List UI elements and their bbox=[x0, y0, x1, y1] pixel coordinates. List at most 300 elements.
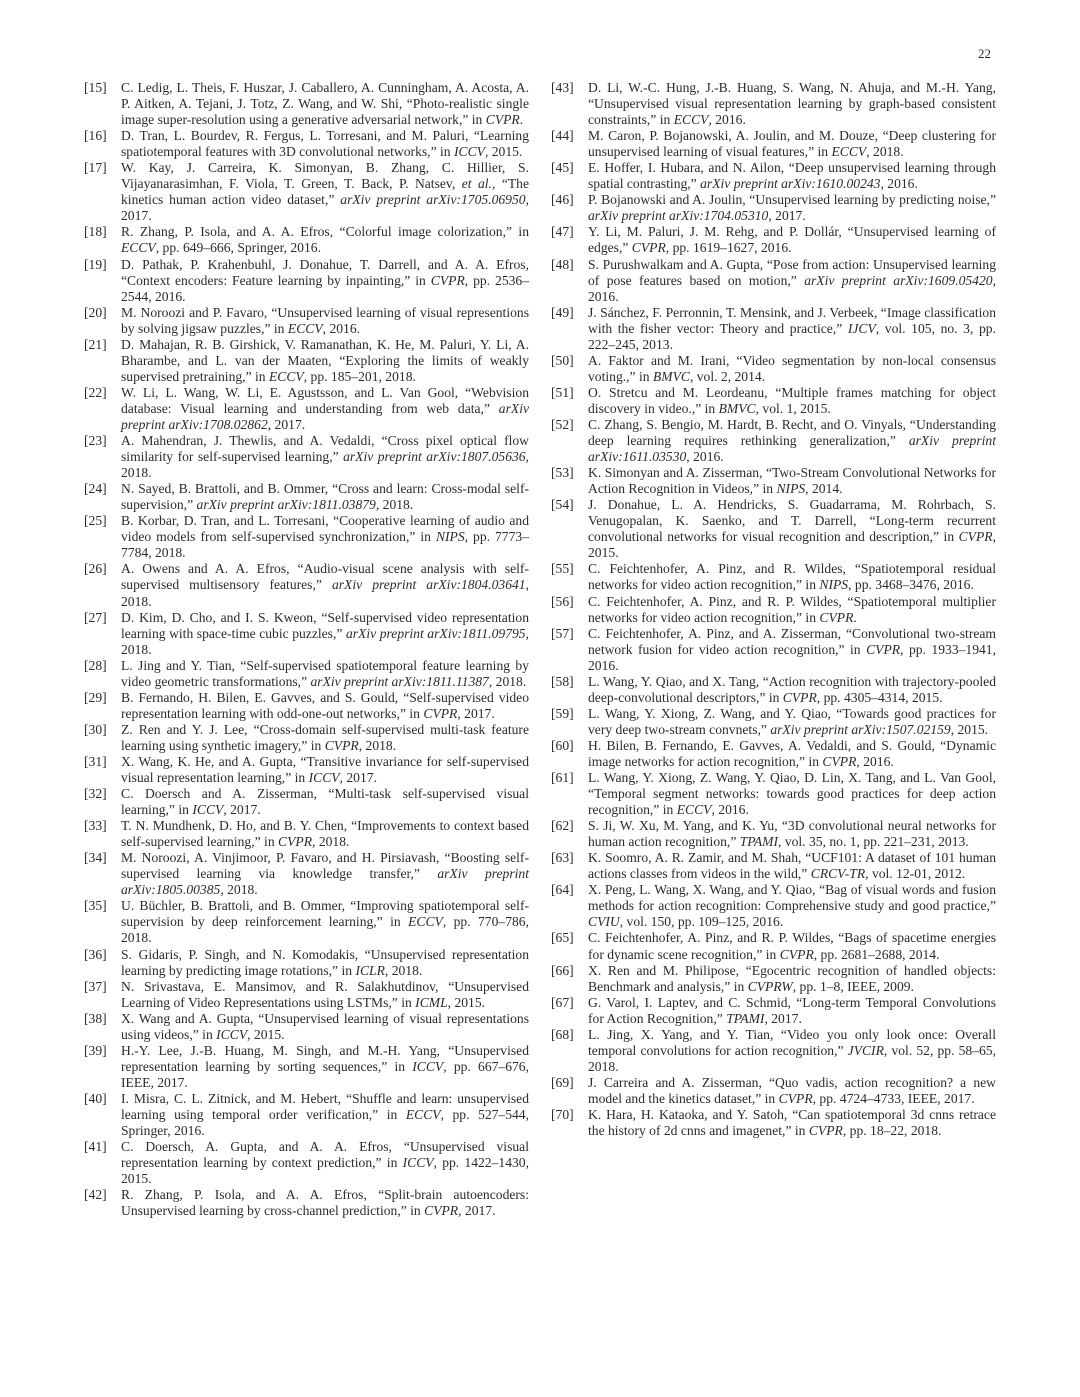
reference-text-segment: C. Doersch, A. Gupta, and A. A. Efros, “Unsupervised visual representation learning by context prediction,” in bbox=[121, 1139, 529, 1171]
reference-text-segment: , 2017. bbox=[121, 192, 529, 224]
reference-entry bbox=[84, 224, 530, 256]
reference-venue: ECCV bbox=[268, 368, 304, 384]
reference-number: [41] bbox=[84, 1139, 107, 1155]
reference-number: [56] bbox=[551, 593, 574, 609]
reference-text bbox=[121, 979, 529, 1011]
reference-number: [49] bbox=[551, 304, 574, 320]
reference-venue: ICCV bbox=[412, 1058, 444, 1074]
reference-venue: ECCV bbox=[676, 802, 712, 818]
reference-text bbox=[121, 1011, 529, 1043]
references-right-column bbox=[551, 80, 997, 1139]
reference-text-segment: B. Korbar, D. Tran, and L. Torresani, “Cooperative learning of audio and video models from self-supervised synchronization,” in bbox=[121, 513, 529, 545]
reference-entry bbox=[551, 626, 997, 674]
reference-text bbox=[121, 658, 529, 690]
reference-text-segment: A. Faktor and M. Irani, “Video segmentation by non-local consensus voting.,” in bbox=[588, 352, 996, 384]
reference-number: [23] bbox=[84, 433, 107, 449]
reference-text bbox=[588, 882, 996, 930]
reference-text bbox=[121, 305, 529, 337]
reference-text-segment: B. Fernando, H. Bilen, E. Gavves, and S. Gould, “Self-supervised video representation learning with odd-one-out networks,” in bbox=[121, 689, 529, 721]
reference-number: [52] bbox=[551, 416, 574, 432]
reference-entry bbox=[84, 898, 530, 946]
reference-number: [32] bbox=[84, 786, 107, 802]
reference-venue: ECCV bbox=[121, 240, 156, 256]
reference-text-segment: E. Hoffer, I. Hubara, and N. Ailon, “Deep unsupervised learning through spatial contrasting,” bbox=[588, 160, 996, 192]
reference-entry bbox=[551, 465, 997, 497]
reference-text-segment: , vol. 2, 2014. bbox=[689, 368, 766, 384]
reference-text bbox=[588, 706, 996, 738]
reference-entry bbox=[551, 192, 997, 224]
reference-number: [29] bbox=[84, 689, 107, 705]
reference-text-segment: S. Gidaris, P. Singh, and N. Komodakis, “Unsupervised representation learning by predicting image rotations,” in bbox=[121, 946, 529, 978]
reference-venue: CVPR bbox=[778, 1090, 813, 1106]
reference-text-segment: , pp. 1933–1941, 2016. bbox=[588, 641, 997, 673]
reference-number: [48] bbox=[551, 256, 574, 272]
reference-entry bbox=[84, 979, 530, 1011]
reference-entry bbox=[84, 561, 530, 609]
reference-text-segment: , pp. 770–786, 2018. bbox=[121, 914, 529, 946]
reference-venue: ECCV bbox=[287, 320, 323, 336]
reference-text bbox=[121, 610, 529, 658]
reference-number: [51] bbox=[551, 384, 574, 400]
reference-venue: arXiv preprint arXiv:1611.03530 bbox=[588, 433, 996, 465]
reference-number: [62] bbox=[551, 818, 574, 834]
reference-text-segment: M. Caron, P. Bojanowski, A. Joulin, and M. Douze, “Deep clustering for unsupervised learning of visual features,” in bbox=[588, 128, 996, 160]
reference-text bbox=[588, 224, 996, 256]
reference-text bbox=[588, 353, 996, 385]
reference-text-segment: , 2016. bbox=[686, 449, 724, 465]
reference-entry bbox=[84, 754, 530, 786]
reference-text bbox=[588, 770, 996, 818]
reference-text bbox=[588, 465, 996, 497]
reference-number: [19] bbox=[84, 256, 107, 272]
reference-text-segment: , 2017. bbox=[223, 802, 261, 818]
reference-text-segment: D. Mahajan, R. B. Girshick, V. Ramanathan, K. He, M. Paluri, Y. Li, A. Bharambe, and L. van der Maaten, “Exploring the limits of weakly supervised pretraining,” in bbox=[121, 336, 529, 384]
reference-text bbox=[588, 561, 996, 593]
reference-number: [27] bbox=[84, 609, 107, 625]
reference-text-segment: L. Wang, Y. Qiao, and X. Tang, “Action recognition with trajectory-pooled deep-convolutional descriptors,” in bbox=[588, 673, 996, 705]
reference-text-segment: , 2018. bbox=[488, 673, 527, 689]
reference-text-segment: H.-Y. Lee, J.-B. Huang, M. Singh, and M.-H. Yang, “Unsupervised representation learning by sorting sequences,” in bbox=[121, 1042, 529, 1074]
reference-text bbox=[588, 626, 996, 674]
reference-text-segment: . bbox=[519, 112, 524, 128]
reference-text-segment: D. Kim, D. Cho, and I. S. Kweon, “Self-supervised video representation learning with space-time cubic puzzles,” bbox=[121, 609, 529, 641]
reference-entry bbox=[84, 481, 530, 513]
reference-entry bbox=[551, 706, 997, 738]
reference-venue: arXiv preprint arXiv:1811.11387 bbox=[310, 673, 489, 689]
reference-text bbox=[588, 497, 996, 561]
reference-text-segment: L. Jing and Y. Tian, “Self-supervised spatiotemporal feature learning by video geometric transformations,” bbox=[121, 657, 529, 689]
reference-text-segment: X. Wang, K. He, and A. Gupta, “Transitive invariance for self-supervised visual representation learning,” in bbox=[121, 753, 529, 786]
reference-number: [17] bbox=[84, 160, 107, 176]
reference-text bbox=[588, 738, 996, 770]
reference-text-segment: J. Sánchez, F. Perronnin, T. Mensink, and J. Verbeek, “Image classification with the fisher vector: Theory and practice,” bbox=[588, 304, 996, 336]
reference-number: [47] bbox=[551, 224, 574, 240]
reference-entry bbox=[84, 305, 530, 337]
reference-text-segment: , pp. 4305–4314, 2015. bbox=[816, 689, 943, 705]
reference-number: [34] bbox=[84, 850, 107, 866]
reference-text-segment: , 2018. bbox=[220, 882, 258, 898]
reference-text-segment: , pp. 1–8, IEEE, 2009. bbox=[792, 978, 914, 994]
reference-entry bbox=[551, 160, 997, 192]
reference-number: [65] bbox=[551, 930, 574, 946]
reference-number: [43] bbox=[551, 80, 574, 95]
reference-text-segment: L. Jing, X. Yang, and Y. Tian, “Video you only look once: Overall temporal convolutions for action recognition,” bbox=[588, 1026, 996, 1058]
reference-number: [61] bbox=[551, 770, 574, 786]
reference-text-segment: , 2018. bbox=[375, 497, 414, 513]
reference-text bbox=[588, 257, 996, 305]
reference-text bbox=[121, 481, 529, 513]
reference-venue: CVPR bbox=[808, 1123, 843, 1139]
reference-number: [69] bbox=[551, 1074, 574, 1090]
reference-text-segment: , 2018. bbox=[121, 577, 529, 609]
reference-entry bbox=[84, 337, 530, 385]
reference-entry bbox=[84, 257, 530, 305]
reference-number: [18] bbox=[84, 224, 107, 240]
reference-text-segment: , “The kinetics human action video dataset,” bbox=[121, 176, 530, 208]
reference-text bbox=[121, 898, 529, 946]
reference-text-segment: T. N. Mundhenk, D. Ho, and B. Y. Chen, “Improvements to context based self-supervised learning,” in bbox=[121, 818, 529, 850]
reference-entry bbox=[84, 1011, 530, 1043]
reference-number: [42] bbox=[84, 1187, 107, 1203]
reference-venue: arXiv preprint arXiv:1811.09795 bbox=[345, 625, 526, 641]
reference-text-segment: , 2016. bbox=[588, 272, 996, 304]
reference-entry bbox=[551, 561, 997, 593]
reference-text-segment: K. Hara, H. Kataoka, and Y. Satoh, “Can spatiotemporal 3d cnns retrace the history of 2d cnns and imagenet,” in bbox=[588, 1107, 996, 1139]
reference-entry bbox=[551, 674, 997, 706]
reference-venue: NIPS bbox=[435, 529, 465, 545]
reference-text-segment: P. Bojanowski and A. Joulin, “Unsupervised learning by predicting noise,” bbox=[588, 192, 996, 208]
reference-text bbox=[121, 786, 529, 818]
reference-venue: ICCV bbox=[453, 144, 485, 160]
reference-venue: arXiv preprint arXiv:1610.00243 bbox=[700, 176, 881, 192]
reference-text bbox=[121, 850, 529, 898]
reference-text-segment: D. Tran, L. Bourdev, R. Fergus, L. Torresani, and M. Paluri, “Learning spatiotemporal features with 3D convolutional networks,” in bbox=[121, 128, 529, 160]
reference-number: [20] bbox=[84, 304, 107, 320]
reference-entry bbox=[551, 128, 997, 160]
reference-entry bbox=[84, 786, 530, 818]
reference-entry bbox=[551, 80, 997, 128]
reference-text-segment: N. Srivastava, E. Mansimov, and R. Salakhutdinov, “Unsupervised Learning of Video Representations using LSTMs,” in bbox=[121, 978, 529, 1010]
reference-venue: CVPR bbox=[424, 1203, 459, 1219]
reference-entry bbox=[551, 882, 997, 930]
reference-text-segment: . bbox=[853, 609, 857, 625]
reference-number: [60] bbox=[551, 737, 574, 753]
reference-text-segment: Z. Ren and Y. J. Lee, “Cross-domain self-supervised multi-task feature learning using synthetic imagery,” in bbox=[121, 721, 529, 753]
reference-entry bbox=[551, 850, 997, 882]
reference-text-segment: , 2017. bbox=[457, 705, 495, 721]
reference-entry bbox=[551, 594, 997, 626]
page-number: 22 bbox=[978, 46, 991, 61]
reference-text-segment: , vol. 1, 2015. bbox=[755, 400, 831, 416]
reference-text-segment: , 2015. bbox=[484, 144, 523, 160]
reference-number: [22] bbox=[84, 384, 107, 400]
reference-number: [30] bbox=[84, 721, 107, 737]
reference-text-segment: , vol. 12-01, 2012. bbox=[865, 866, 966, 882]
reference-number: [44] bbox=[551, 128, 574, 144]
reference-venue: CVIU bbox=[588, 914, 620, 930]
reference-text-segment: K. Soomro, A. R. Zamir, and M. Shah, “UCF101: A dataset of 101 human actions classes from videos in the wild,” bbox=[588, 850, 996, 882]
reference-text-segment: I. Misra, C. L. Zitnick, and M. Hebert, “Shuffle and learn: unsupervised learning using temporal order verification,” in bbox=[121, 1090, 529, 1122]
reference-text-segment: , 2015. bbox=[950, 721, 989, 737]
reference-entry bbox=[84, 947, 530, 979]
reference-number: [54] bbox=[551, 497, 574, 513]
reference-text-segment: , 2015. bbox=[447, 994, 486, 1010]
reference-text-segment: D. Li, W.-C. Hung, J.-B. Huang, S. Wang, N. Ahuja, and M.-H. Yang, “Unsupervised visual representation learning by graph-based consistent constraints,” in bbox=[588, 80, 996, 128]
reference-venue: arXiv preprint arXiv:1804.03641 bbox=[331, 577, 526, 593]
reference-text-segment: , 2017. bbox=[458, 1203, 496, 1219]
reference-text-segment: , 2018. bbox=[121, 625, 529, 657]
reference-text bbox=[588, 850, 996, 882]
reference-entry bbox=[84, 658, 530, 690]
reference-number: [26] bbox=[84, 561, 107, 577]
reference-number: [66] bbox=[551, 962, 574, 978]
reference-entry bbox=[84, 80, 530, 128]
reference-venue: ECCV bbox=[831, 144, 867, 160]
reference-number: [50] bbox=[551, 352, 574, 368]
reference-venue: arXiv preprint arXiv:1811.03879 bbox=[196, 497, 376, 513]
reference-text-segment: , pp. 527–544, Springer, 2016. bbox=[121, 1107, 529, 1139]
reference-venue: CVPRW bbox=[747, 978, 793, 994]
reference-text bbox=[588, 305, 996, 353]
reference-venue: CVPR bbox=[958, 529, 993, 545]
reference-text-segment: R. Zhang, P. Isola, and A. A. Efros, “Split-brain autoencoders: Unsupervised learning by cross-channel prediction,” in bbox=[121, 1187, 529, 1219]
reference-text-segment: J. Carreira and A. Zisserman, “Quo vadis, action recognition? a new model and the kinetics dataset,” in bbox=[588, 1074, 996, 1106]
reference-text bbox=[588, 674, 996, 706]
reference-number: [15] bbox=[84, 80, 107, 95]
reference-venue: CVPR bbox=[631, 240, 666, 256]
reference-entry bbox=[551, 305, 997, 353]
reference-venue: CVPR bbox=[430, 272, 465, 288]
reference-venue: ECCV bbox=[408, 914, 443, 930]
reference-text-segment: , 2016. bbox=[856, 753, 894, 769]
reference-venue: NIPS bbox=[776, 481, 806, 497]
reference-text bbox=[588, 1075, 996, 1107]
reference-text-segment: L. Wang, Y. Xiong, Z. Wang, and Y. Qiao, “Towards good practices for very deep two-stream convnets,” bbox=[588, 705, 996, 737]
reference-entry bbox=[84, 385, 530, 433]
reference-number: [58] bbox=[551, 673, 574, 689]
reference-text-segment: , 2018. bbox=[121, 449, 529, 481]
reference-text-segment: , 2017. bbox=[339, 770, 377, 786]
references-left-column bbox=[84, 80, 530, 1219]
reference-entry bbox=[551, 770, 997, 818]
reference-venue: arXiv preprint arXiv:1609.05420 bbox=[804, 272, 993, 288]
reference-entry bbox=[551, 963, 997, 995]
reference-text bbox=[121, 818, 529, 850]
reference-text bbox=[588, 963, 996, 995]
reference-text bbox=[121, 385, 529, 433]
reference-text bbox=[588, 594, 996, 626]
reference-number: [45] bbox=[551, 160, 574, 176]
reference-entry bbox=[84, 1091, 530, 1139]
reference-entry bbox=[84, 128, 530, 160]
reference-entry bbox=[84, 160, 530, 224]
reference-venue: CVPR bbox=[819, 609, 854, 625]
reference-text-segment: W. Li, L. Wang, W. Li, E. Agustsson, and L. Van Gool, “Webvision database: Visual learning and understanding from web data,” bbox=[121, 384, 529, 416]
reference-entry bbox=[551, 353, 997, 385]
reference-text-segment: X. Wang and A. Gupta, “Unsupervised learning of visual representations using videos,” in bbox=[121, 1010, 529, 1042]
reference-text bbox=[121, 337, 529, 385]
reference-text bbox=[588, 1027, 996, 1075]
reference-text-segment: C. Feichtenhofer, A. Pinz, and R. Wildes, “Spatiotemporal residual networks for video action recognition,” in bbox=[588, 561, 996, 593]
reference-text bbox=[121, 80, 529, 128]
reference-text bbox=[588, 128, 996, 160]
reference-text-segment: M. Noroozi and P. Favaro, “Unsupervised learning of visual representions by solving jigsaw puzzles,” in bbox=[121, 304, 529, 336]
reference-text-segment: , 2014. bbox=[805, 481, 843, 497]
reference-venue: arXiv preprint arXiv:1704.05310 bbox=[588, 208, 769, 224]
reference-number: [46] bbox=[551, 192, 574, 208]
reference-venue: arXiv preprint arXiv:1708.02862 bbox=[121, 400, 529, 432]
reference-text-segment: S. Ji, W. Xu, M. Yang, and K. Yu, “3D convolutional neural networks for human action recognition,” bbox=[588, 818, 996, 850]
reference-venue: CVPR bbox=[423, 705, 458, 721]
reference-text-segment: , 2016. bbox=[711, 802, 749, 818]
reference-text bbox=[121, 513, 529, 561]
reference-entry bbox=[551, 497, 997, 561]
reference-text-segment: C. Feichtenhofer, A. Pinz, and R. P. Wildes, “Bags of spacetime energies for dynamic scene recognition,” in bbox=[588, 930, 996, 962]
reference-text-segment: C. Zhang, S. Bengio, M. Hardt, B. Recht, and O. Vinyals, “Understanding deep learning requires rethinking generalization,” bbox=[588, 416, 996, 449]
reference-text bbox=[121, 1187, 529, 1219]
reference-venue: CRCV-TR bbox=[810, 866, 866, 882]
reference-text-segment: U. Büchler, B. Brattoli, and B. Ommer, “Improving spatiotemporal self-supervision by deep reinforcement learning,” in bbox=[121, 898, 529, 930]
reference-number: [68] bbox=[551, 1026, 574, 1042]
reference-venue: arXiv preprint arXiv:1705.06950 bbox=[340, 192, 526, 208]
reference-number: [16] bbox=[84, 128, 107, 144]
reference-text-segment: , pp. 649–666, Springer, 2016. bbox=[155, 240, 321, 256]
reference-text-segment: , 2016. bbox=[708, 112, 746, 128]
reference-number: [64] bbox=[551, 882, 574, 898]
reference-text bbox=[588, 80, 996, 128]
reference-venue: CVPR bbox=[866, 641, 901, 657]
reference-text-segment: N. Sayed, B. Brattoli, and B. Ommer, “Cross and learn: Cross-modal self-supervision,” bbox=[121, 481, 529, 513]
reference-text-segment: H. Bilen, B. Fernando, E. Gavves, A. Vedaldi, and S. Gould, “Dynamic image networks for action recognition,” in bbox=[588, 737, 996, 769]
reference-text bbox=[121, 257, 529, 305]
reference-venue: CVPR bbox=[779, 946, 814, 962]
reference-venue: BMVC bbox=[652, 368, 690, 384]
reference-text-segment: , 2017. bbox=[764, 1010, 802, 1026]
reference-number: [35] bbox=[84, 898, 107, 914]
reference-text-segment: , pp. 3468–3476, 2016. bbox=[848, 577, 974, 593]
reference-entry bbox=[551, 818, 997, 850]
reference-number: [55] bbox=[551, 561, 574, 577]
reference-entry bbox=[551, 417, 997, 465]
reference-text-segment: , 2015. bbox=[247, 1026, 285, 1042]
reference-text-segment: , vol. 105, no. 3, pp. 222–245, 2013. bbox=[588, 320, 996, 352]
reference-venue: CVPR bbox=[485, 112, 520, 128]
reference-venue: ICML bbox=[415, 994, 448, 1010]
reference-text-segment: W. Kay, J. Carreira, K. Simonyan, B. Zhang, C. Hillier, S. Vijayanarasimhan, F. Viola, T. Green, T. Back, P. Natsev, bbox=[121, 160, 529, 192]
reference-text-segment: , 2018. bbox=[358, 737, 397, 753]
reference-text-segment: C. Doersch and A. Zisserman, “Multi-task self-supervised visual learning,” in bbox=[121, 786, 529, 818]
reference-text-segment: , pp. 2536–2544, 2016. bbox=[121, 272, 530, 304]
reference-text-segment: , 2015. bbox=[588, 529, 996, 561]
reference-venue: arXiv preprint arXiv:1807.05636 bbox=[343, 449, 526, 465]
reference-entry bbox=[551, 385, 997, 417]
reference-entry bbox=[551, 257, 997, 305]
reference-venue: ICLR bbox=[355, 962, 385, 978]
reference-venue: arXiv preprint arXiv:1507.02159 bbox=[770, 721, 951, 737]
reference-text-segment: , pp. 4724–4733, IEEE, 2017. bbox=[812, 1090, 975, 1106]
reference-number: [21] bbox=[84, 336, 107, 352]
reference-text bbox=[121, 754, 529, 786]
reference-entry bbox=[84, 1043, 530, 1091]
reference-text bbox=[588, 1107, 996, 1139]
reference-number: [25] bbox=[84, 513, 107, 529]
reference-venue: ICCV bbox=[216, 1026, 248, 1042]
reference-text-segment: K. Simonyan and A. Zisserman, “Two-Stream Convolutional Networks for Action Recognition in Videos,” in bbox=[588, 465, 996, 497]
reference-text-segment: , vol. 35, no. 1, pp. 221–231, 2013. bbox=[778, 834, 969, 850]
reference-text bbox=[121, 690, 529, 722]
reference-venue: arXiv preprint arXiv:1805.00385 bbox=[121, 866, 529, 898]
reference-text bbox=[121, 1043, 529, 1091]
reference-number: [28] bbox=[84, 657, 107, 673]
reference-entry bbox=[551, 1075, 997, 1107]
reference-text-segment: , pp. 18–22, 2018. bbox=[842, 1123, 942, 1139]
reference-venue: JVCIR bbox=[847, 1042, 884, 1058]
reference-text bbox=[588, 930, 996, 962]
reference-text-segment: C. Feichtenhofer, A. Pinz, and R. P. Wildes, “Spatiotemporal multiplier networks for video action recognition,” in bbox=[588, 593, 996, 625]
reference-text bbox=[121, 433, 529, 481]
reference-number: [57] bbox=[551, 625, 574, 641]
reference-text-segment: , 2016. bbox=[880, 176, 918, 192]
reference-text-segment: , pp. 185–201, 2018. bbox=[303, 368, 416, 384]
reference-text bbox=[588, 385, 996, 417]
reference-number: [36] bbox=[84, 946, 107, 962]
reference-text bbox=[121, 1091, 529, 1139]
reference-text-segment: L. Wang, Y. Xiong, Z. Wang, Y. Qiao, D. Lin, X. Tang, and L. Van Gool, “Temporal segment networks: towards good practices for deep action recognition,” in bbox=[588, 770, 996, 818]
reference-entry bbox=[551, 224, 997, 256]
reference-text-segment: G. Varol, I. Laptev, and C. Schmid, “Long-term Temporal Convolutions for Action Recognition,” bbox=[588, 994, 996, 1026]
reference-entry bbox=[84, 722, 530, 754]
reference-entry bbox=[551, 738, 997, 770]
reference-venue: IJCV bbox=[847, 320, 876, 336]
reference-number: [70] bbox=[551, 1107, 574, 1122]
reference-venue: ICCV bbox=[192, 802, 224, 818]
reference-text-segment: , vol. 52, pp. 58–65, 2018. bbox=[588, 1042, 996, 1074]
reference-entry bbox=[551, 930, 997, 962]
reference-text-segment: C. Feichtenhofer, A. Pinz, and A. Zisserman, “Convolutional two-stream network fusion for video action recognition,” in bbox=[588, 625, 996, 657]
reference-text-segment: , pp. 7773–7784, 2018. bbox=[121, 529, 529, 561]
reference-text-segment: M. Noroozi, A. Vinjimoor, P. Favaro, and H. Pirsiavash, “Boosting self-supervised learning via knowledge transfer,” bbox=[121, 850, 529, 882]
reference-text-segment: , 2018. bbox=[866, 144, 904, 160]
reference-number: [31] bbox=[84, 753, 107, 769]
reference-entry bbox=[84, 850, 530, 898]
reference-text bbox=[588, 160, 996, 192]
reference-number: [67] bbox=[551, 994, 574, 1010]
reference-number: [63] bbox=[551, 850, 574, 866]
reference-venue: TPAMI bbox=[726, 1010, 765, 1026]
reference-venue: TPAMI bbox=[739, 834, 779, 850]
reference-text bbox=[588, 417, 996, 465]
reference-number: [24] bbox=[84, 481, 107, 497]
reference-venue: BMVC bbox=[718, 400, 756, 416]
reference-text-segment: , vol. 150, pp. 109–125, 2016. bbox=[619, 914, 784, 930]
reference-number: [59] bbox=[551, 705, 574, 721]
reference-entry bbox=[551, 995, 997, 1027]
reference-number: [40] bbox=[84, 1090, 107, 1106]
reference-text-segment: C. Ledig, L. Theis, F. Huszar, J. Caballero, A. Cunningham, A. Acosta, A. P. Aitken, A. Tejani, J. Totz, Z. Wang, and W. Shi, “Photo-realistic single image super-resolution using a generative adversarial network,” in bbox=[121, 80, 529, 128]
reference-text-segment: Y. Li, M. Paluri, J. M. Rehg, and P. Dollár, “Unsupervised learning of edges,” bbox=[588, 224, 996, 256]
reference-text-segment: D. Pathak, P. Krahenbuhl, J. Donahue, T. Darrell, and A. A. Efros, “Context encoders: Feature learning by inpainting,” in bbox=[121, 256, 529, 288]
reference-text-segment: J. Donahue, L. A. Hendricks, S. Guadarrama, M. Rohrbach, S. Venugopalan, K. Saenko, and T. Darrell, “Long-term recurrent convolutional networks for visual recognition and description,” in bbox=[588, 497, 996, 545]
reference-text-segment: R. Zhang, P. Isola, and A. A. Efros, “Colorful image colorization,” in bbox=[121, 224, 529, 240]
reference-entry bbox=[84, 610, 530, 658]
reference-text-segment: , pp. 2681–2688, 2014. bbox=[813, 946, 940, 962]
reference-text bbox=[588, 995, 996, 1027]
reference-number: [39] bbox=[84, 1042, 107, 1058]
reference-text bbox=[121, 128, 529, 160]
reference-text-segment: S. Purushwalkam and A. Gupta, “Pose from action: Unsupervised learning of pose features based on motion,” bbox=[588, 256, 996, 288]
reference-text-segment: , 2016. bbox=[322, 320, 361, 336]
reference-text-segment: A. Owens and A. A. Efros, “Audio-visual scene analysis with self-supervised multisensory features,” bbox=[121, 561, 529, 593]
